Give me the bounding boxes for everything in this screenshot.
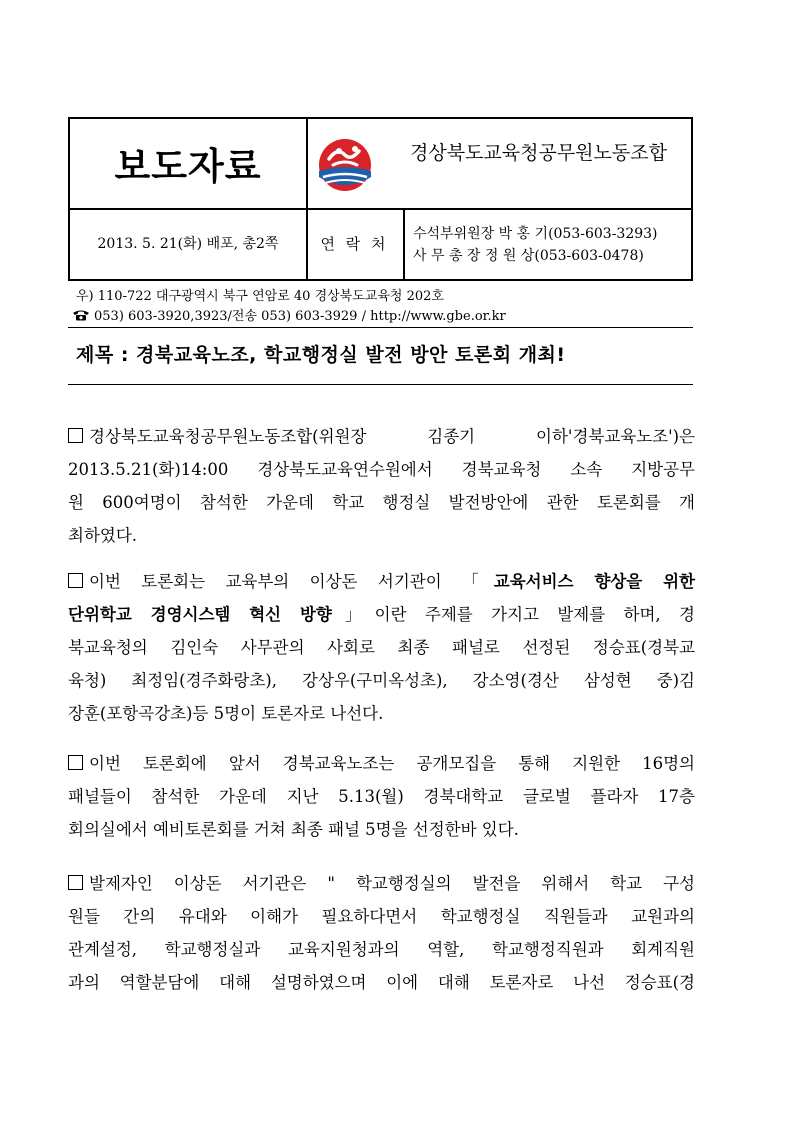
divider [68, 327, 693, 328]
checkbox-bullet-icon [68, 755, 83, 770]
telephone-icon [72, 309, 90, 321]
paragraph-line: 육청) 최정임(경주화랑초), 강상우(구미옥성초), 강소영(경산 삼성현 중)김 [68, 671, 695, 690]
organization-name: 경상북도교육청공무원노동조합 [410, 142, 667, 164]
paragraph [68, 747, 695, 846]
document-title: 보도자료 [114, 145, 262, 188]
paragraph-line: 최하였다. [68, 526, 138, 545]
paragraph-line: 관계설정, 학교행정실과 교육지원청과의 역할, 학교행정직원과 회계직원 [68, 940, 695, 959]
postal-address: 우) 110-722 대구광역시 북구 연암로 40 경상북도교육청 202호 [76, 289, 444, 304]
paragraph-line: 이번 토론회는 교육부의 이상돈 서기관이 「교육서비스 향상을 위한 [68, 565, 695, 598]
checkbox-bullet-icon [68, 875, 83, 890]
paragraph-line: 원들 간의 유대와 이해가 필요하다면서 학교행정실 직원들과 교원과의 [68, 907, 695, 926]
union-logo-icon [315, 137, 375, 193]
paragraph [68, 420, 695, 552]
paragraph-line: 북교육청의 김인숙 사무관의 사회로 최종 패널로 선정된 정승표(경북교 [68, 638, 695, 657]
paragraph-line: 이번 토론회에 앞서 경북교육노조는 공개모집을 통해 지원한 16명의 [68, 747, 695, 780]
phone-text: 053) 603-3920,3923/전송 053) 603-3929 / http://www.gbe.or.kr [94, 309, 506, 324]
divider [68, 384, 693, 385]
paragraph-line: 회의실에서 예비토론회를 거쳐 최종 패널 5명을 선정한바 있다. [68, 820, 519, 839]
paragraph-line: 2013.5.21(화)14:00 경상북도교육연수원에서 경북교육청 소속 지방공무 [68, 460, 695, 479]
paragraph-line: 경상북도교육청공무원노동조합(위원장 김종기 이하'경북교육노조')은 [68, 420, 695, 453]
paragraph [68, 565, 695, 730]
paragraph-line: 과의 역할분담에 대해 설명하였으며 이에 대해 토론자로 나선 정승표(경 [68, 973, 695, 992]
contact-line: 수석부위원장 박 홍 기(053-603-3293) [413, 226, 658, 242]
contact-line: 사 무 총 장 정 원 상(053-603-0478) [413, 248, 644, 264]
paragraph-line: 패널들이 참석한 가운데 지난 5.13(월) 경북대학교 글로벌 플라자 17층 [68, 787, 695, 806]
paragraph-line: 단위학교 경영시스템 혁신 방향」이란 주제를 가지고 발제를 하며, 경 [68, 605, 695, 624]
paragraph-line: 원 600여명이 참석한 가운데 학교 행정실 발전방안에 관한 토론회를 개 [68, 493, 695, 512]
subject-heading: 제목 : 경북교육노조, 학교행정실 발전 방안 토론회 개최! [76, 344, 566, 366]
paragraph-line: 발제자인 이상돈 서기관은 " 학교행정실의 발전을 위해서 학교 구성 [68, 867, 695, 900]
header-table [68, 117, 693, 281]
divider [403, 208, 405, 281]
checkbox-bullet-icon [68, 428, 83, 443]
paragraph [68, 867, 695, 999]
distribution-date: 2013. 5. 21(화) 배포, 총2쪽 [97, 236, 279, 252]
checkbox-bullet-icon [68, 573, 83, 588]
paragraph-line: 장훈(포항곡강초)등 5명이 토론자로 나선다. [68, 704, 384, 723]
topic-title: 교육서비스 향상을 위한 [493, 572, 695, 591]
phone-line [72, 307, 506, 327]
contact-label: 연 락 처 [320, 235, 389, 253]
topic-title: 단위학교 경영시스템 혁신 방향 [68, 605, 332, 624]
contact-list [413, 223, 693, 267]
